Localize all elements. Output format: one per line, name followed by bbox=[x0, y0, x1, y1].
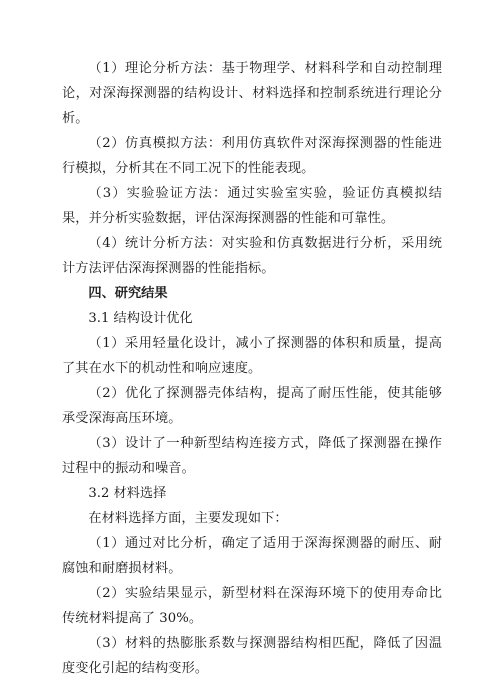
materials-item-1: （1）通过对比分析，确定了适用于深海探测器的耐压、耐腐蚀和耐磨损材料。 bbox=[62, 536, 442, 576]
method-paragraph-4: （4）统计分析方法：对实验和仿真数据进行分析，采用统计方法评估深海探测器的性能指标。 bbox=[62, 236, 442, 276]
method-paragraph-3: （3）实验验证方法：通过实验室实验，验证仿真模拟结果，并分析实验数据，评估深海探测器的性能和可靠性。 bbox=[62, 186, 442, 226]
structure-item-2: （2）优化了探测器壳体结构，提高了耐压性能，使其能够承受深海高压环境。 bbox=[62, 386, 442, 426]
document-body bbox=[62, 56, 442, 681]
subsection-heading-3-2: 3.2 材料选择 bbox=[88, 486, 167, 501]
materials-intro: 在材料选择方面，主要发现如下： bbox=[88, 511, 288, 526]
subsection-heading-3-1: 3.1 结构设计优化 bbox=[88, 311, 193, 326]
materials-item-2: （2）实验结果显示，新型材料在深海环境下的使用寿命比传统材料提高了 30%。 bbox=[62, 586, 442, 626]
section-heading-results: 四、研究结果 bbox=[88, 286, 168, 301]
method-paragraph-1: （1）理论分析方法：基于物理学、材料科学和自动控制理论，对深海探测器的结构设计、材料选择和控制系统进行理论分析。 bbox=[62, 61, 442, 126]
method-paragraph-2: （2）仿真模拟方法：利用仿真软件对深海探测器的性能进行模拟，分析其在不同工况下的性能表现。 bbox=[62, 136, 442, 176]
structure-item-3: （3）设计了一种新型结构连接方式，降低了探测器在操作过程中的振动和噪音。 bbox=[62, 436, 442, 476]
materials-item-3: （3）材料的热膨胀系数与探测器结构相匹配，降低了因温度变化引起的结构变形。 bbox=[62, 636, 442, 676]
structure-item-1: （1）采用轻量化设计，减小了探测器的体积和质量，提高了其在水下的机动性和响应速度。 bbox=[62, 336, 442, 376]
